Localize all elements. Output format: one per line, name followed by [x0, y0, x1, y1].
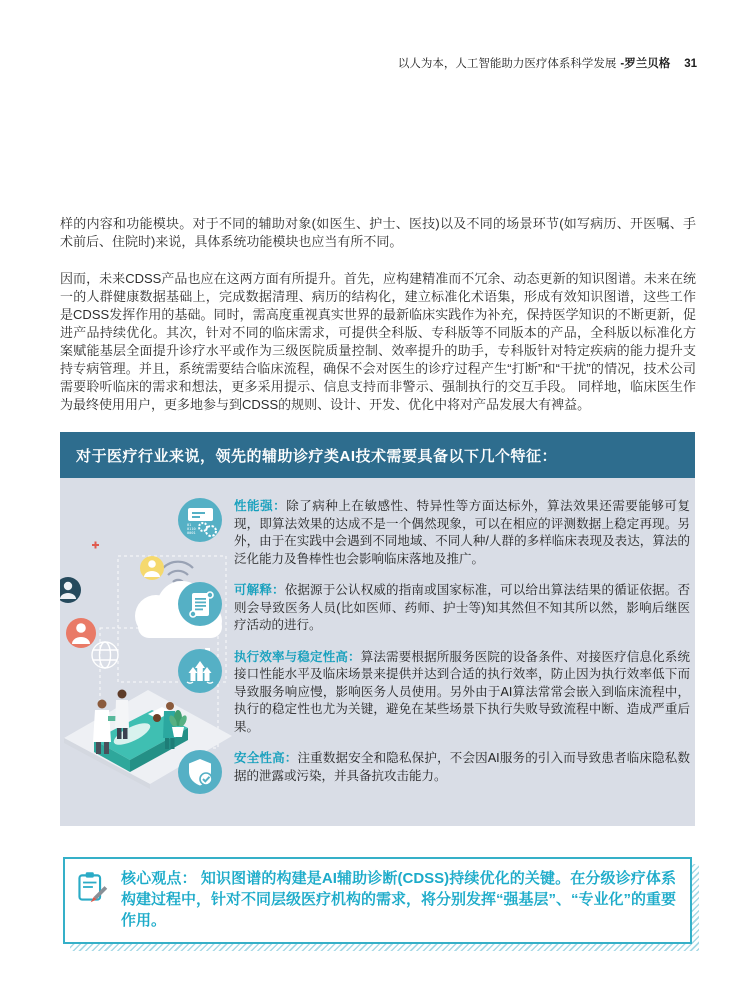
feature-text-efficiency: 执行效率与稳定性高：算法需要根据所服务医院的设备条件、对接医疗信息化系统接口性能水平及临床场景来提供并达到合适的执行效率，防止因为执行效率低下而导致服务响应慢，影响医务人员使用。另外由于AI算法常常会嵌入到临床流程中，执行的稳定性也尤为关键，避免在某些场景下执行失败导致流程中断、造成严重后果。: [234, 649, 690, 734]
avatar-yellow: [140, 556, 164, 580]
scroll-document-icon: [178, 582, 222, 626]
feature-panel-header: [60, 432, 695, 478]
feature-label-explainable: 可解释：: [234, 583, 285, 597]
key-point-section: [63, 857, 692, 944]
svg-text:0110: 0110: [187, 527, 196, 531]
body-paragraph-1: 样的内容和功能模块。对于不同的辅助对象(如医生、护士、医技)以及不同的场景环节(如写病历、开医嘱、手术前后、住院时)来说，具体系统功能模块也应当有所不同。: [60, 216, 696, 249]
svg-text:01: 01: [187, 523, 192, 527]
feature-text-performance: 性能强：除了病种上在敏感性、特异性等方面达标外，算法效果还需要能够可复现，即算法效果的达成不是一个偶然现象，可以在相应的评测数据上稳定再现。另外，由于在实践中会遇到不同地域、不同人种/人群的多样临床表现及表达，算法的泛化能力及鲁棒性也会影响临床落地及推广。: [234, 499, 690, 566]
avatar-coral: [66, 618, 96, 648]
brand-name: -罗兰贝格: [620, 58, 671, 70]
feature-row-explainable: [178, 582, 690, 635]
feature-panel-title: 对于医疗行业来说，领先的辅助诊疗类AI技术需要具备以下几个特征：: [76, 447, 558, 465]
key-point-box: [63, 857, 692, 944]
feature-text-security: 安全性高：注重数据安全和隐私保护，不会因AI服务的引入而导致患者临床隐私数据的泄露或污染，并具备抗攻击能力。: [234, 751, 690, 783]
feature-row-performance: [178, 498, 690, 568]
feature-row-security: [178, 750, 690, 794]
feature-text-explainable: 可解释：依据源于公认权威的指南或国家标准，可以给出算法结果的循证依据。否则会导致医务人员(比如医师、药师、护士等)知其然但不知其所以然，影响后继医疗活动的进行。: [234, 583, 690, 632]
efficiency-up-arrows-icon: [178, 649, 222, 693]
shield-check-icon: [178, 750, 222, 794]
feature-row-efficiency: [178, 649, 690, 737]
key-point-text: 核心观点： 知识图谱的构建是AI辅助诊断(CDSS)持续优化的关键。在分级诊疗体系构建过程中，针对不同层级医疗机构的需求，将分别发挥“强基层”、“专业化”的重要作用。: [121, 870, 677, 929]
svg-text:0001: 0001: [187, 531, 196, 535]
feature-list: [178, 478, 690, 808]
patient-head: [153, 714, 161, 722]
globe-icon: [92, 642, 118, 668]
running-header: [398, 55, 697, 71]
key-point-label: 核心观点：: [121, 870, 197, 887]
running-header-title: 以人为本，人工智能助力医疗体系科学发展: [397, 58, 617, 70]
feature-label-security: 安全性高：: [234, 751, 298, 765]
feature-panel-body: [60, 478, 695, 826]
body-paragraph-2: 因而，未来CDSS产品也应在这两方面有所提升。首先，应构建精准而不冗余、动态更新的知识图谱。未来在统一的人群健康数据基础上，完成数据清理、病历的结构化，建立标准化术语集，形成有效知识图谱，这些工作是CDSS发挥作用的基础。同时，需高度重视真实世界的最新临床实践作为补充，保持医学知识的不断更新，促进产品持续优化。其次，针对不同的临床需求，可提供全科版、专科版等不同版本的产品，全科版以标准化方案赋能基层全面提升诊疗水平或作为三级医院质量控制、效率提升的助手，专科版针对特定疾病的能力提升支持专病管理。并且，系统需要结合临床流程，确保不会对医生的诊疗过程产生“打断”和“干扰”的情况，技术公司需要聆听临床的需求和想法，更多采用提示、信息支持而非警示、强制执行的交互手段。 同样地，临床医生作为最终使用用户，更多地参与到CDSS的规则、设计、开发、优化中将对产品发展大有裨益。: [60, 271, 696, 412]
feature-label-efficiency: 执行效率与稳定性高：: [234, 649, 361, 664]
clipboard-pencil-icon: [75, 868, 111, 931]
page-number: 31: [684, 58, 697, 70]
feature-label-performance: 性能强：: [234, 499, 287, 513]
feature-panel: [60, 432, 695, 826]
algorithm-performance-icon: [178, 498, 222, 542]
avatar-navy: [60, 577, 81, 603]
